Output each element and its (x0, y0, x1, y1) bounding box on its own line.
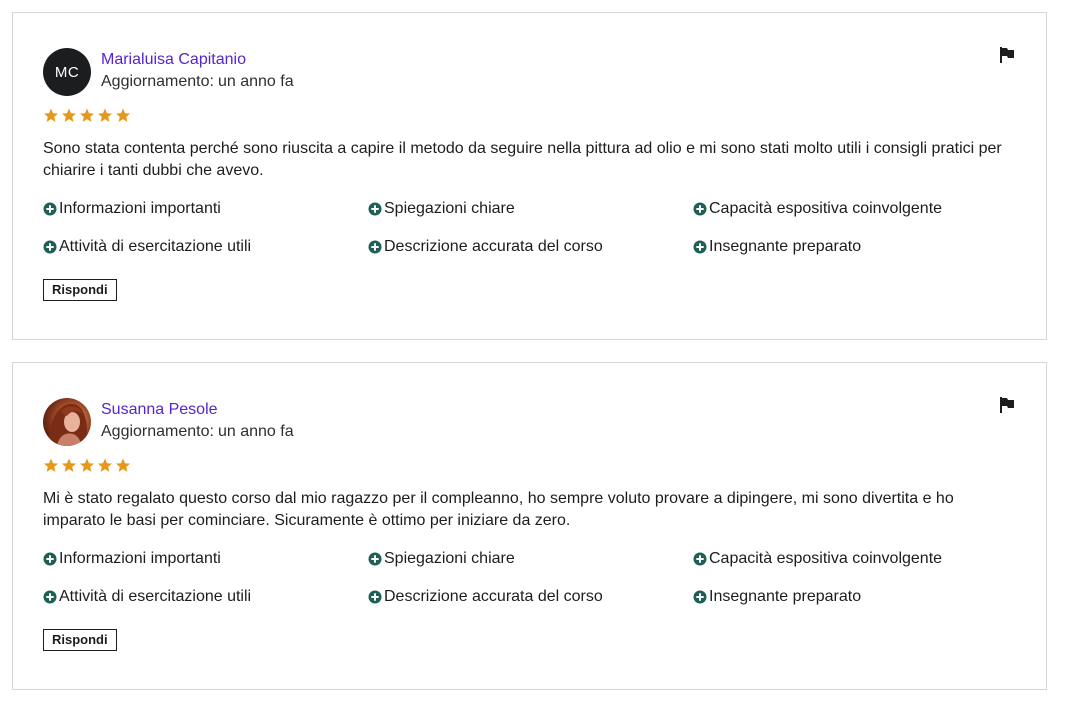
review-tag-label: Spiegazioni chiare (384, 200, 515, 217)
update-info (101, 423, 294, 441)
review-tag (693, 200, 942, 218)
review-tag (368, 588, 603, 606)
review-tag-label: Attività di esercitazione utili (59, 238, 252, 255)
reply-button[interactable]: Rispondi (43, 629, 117, 651)
review-tag (43, 238, 251, 256)
plus-circle-icon (693, 202, 707, 216)
avatar-photo (43, 398, 91, 446)
star-rating (43, 108, 131, 123)
plus-circle-icon (693, 240, 707, 254)
reviewer-name[interactable]: Susanna Pesole (101, 401, 218, 418)
plus-circle-icon (43, 552, 57, 566)
review-tag-label: Informazioni importanti (59, 550, 221, 567)
review-tag-label: Capacità espositiva coinvolgente (709, 200, 943, 217)
update-time: un anno fa (217, 423, 294, 440)
star-icon (97, 458, 113, 473)
review-tag-label: Insegnante preparato (709, 588, 862, 605)
star-rating (43, 458, 131, 473)
update-time: un anno fa (217, 73, 294, 90)
update-info (101, 73, 294, 91)
flag-icon[interactable] (998, 46, 1016, 64)
plus-circle-icon (43, 240, 57, 254)
review-tag-label: Spiegazioni chiare (384, 550, 515, 567)
reply-button[interactable]: Rispondi (43, 279, 117, 301)
star-icon (61, 108, 77, 123)
review-tag-label: Capacità espositiva coinvolgente (709, 550, 943, 567)
review-tag-label: Informazioni importanti (59, 200, 221, 217)
avatar-initials: MC (54, 63, 80, 81)
review-card (12, 362, 1047, 690)
plus-circle-icon (693, 590, 707, 604)
plus-circle-icon (368, 590, 382, 604)
star-icon (61, 458, 77, 473)
review-tag (693, 550, 942, 568)
review-tag (43, 588, 251, 606)
star-icon (79, 108, 95, 123)
plus-circle-icon (368, 202, 382, 216)
review-card (12, 12, 1047, 340)
review-text: Mi è stato regalato questo corso dal mio ragazzo per il compleanno, ho sempre voluto provare a dipingere, mi sono divertita e ho imparato le basi per cominciare. Sicuramente è ottimo per iniziare da zero. (43, 490, 954, 529)
update-label: Aggiornamento: (101, 423, 214, 440)
plus-circle-icon (368, 552, 382, 566)
flag-icon[interactable] (998, 396, 1016, 414)
review-text: Sono stata contenta perché sono riuscita a capire il metodo da seguire nella pittura ad olio e mi sono stati molto utili i consigli pratici per chiarire i tanti dubbi che avevo. (43, 140, 1002, 179)
review-tag-label: Descrizione accurata del corso (384, 588, 603, 605)
review-tag (693, 238, 861, 256)
star-icon (79, 458, 95, 473)
reviewer-name[interactable]: Marialuisa Capitanio (101, 51, 246, 68)
plus-circle-icon (693, 552, 707, 566)
plus-circle-icon (43, 590, 57, 604)
review-tag (368, 238, 603, 256)
avatar (43, 48, 91, 96)
plus-circle-icon (43, 202, 57, 216)
review-tag (693, 588, 861, 606)
star-icon (115, 108, 131, 123)
star-icon (43, 458, 59, 473)
review-tag (43, 200, 221, 218)
plus-circle-icon (368, 240, 382, 254)
star-icon (115, 458, 131, 473)
star-icon (97, 108, 113, 123)
update-label: Aggiornamento: (101, 73, 214, 90)
review-tag (368, 200, 515, 218)
avatar (43, 398, 91, 446)
review-tag-label: Insegnante preparato (709, 238, 862, 255)
star-icon (43, 108, 59, 123)
review-tag (368, 550, 515, 568)
review-tag-label: Attività di esercitazione utili (59, 588, 252, 605)
review-tag-label: Descrizione accurata del corso (384, 238, 603, 255)
review-tag (43, 550, 221, 568)
